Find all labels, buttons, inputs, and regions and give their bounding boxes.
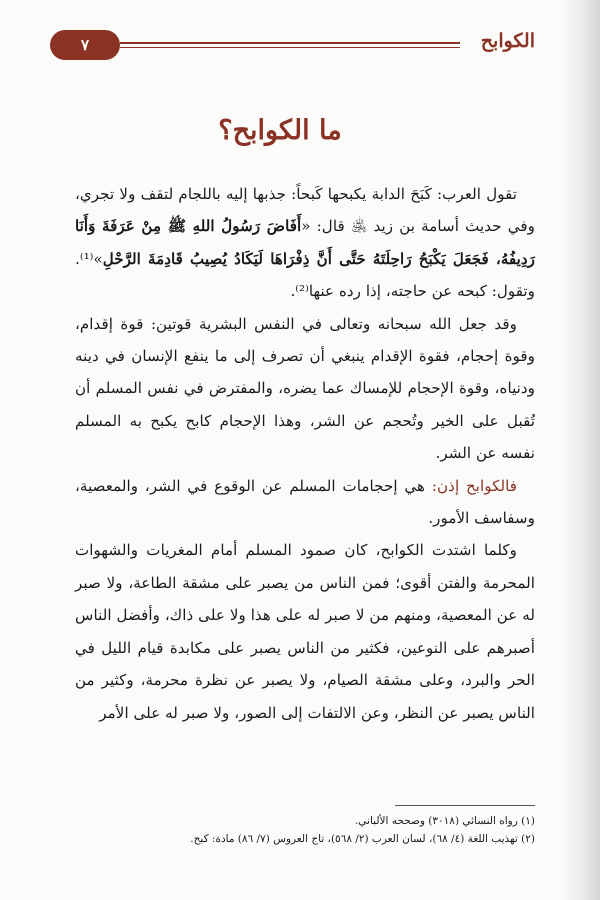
chapter-title: ما الكوابح؟ [218, 115, 342, 146]
page-edge-shadow [560, 0, 600, 900]
paragraph-1 [75, 178, 535, 308]
paragraph-4: وكلما اشتدت الكوابح، كان صمود المسلم أمام المغريات والشهوات المحرمة والفتن أقوى؛ فمن الناس من يصبر على مشقة الطاعة، ولا صبر له عن المعصية، ومنهم من لا صبر له على هذا ولا على ذاك، وأفضل الناس أصبرهم على النوعين، فكثير من الناس يصبر على مكابدة قيام الليل في الحر والبرد، وعلى مشقة الصيام، ولا يصبر عن نظرة محرمة، وكثير من الناس يصبر عن النظر، وعن الالتفات إلى الصور، ولا صبر له على الأمر [75, 541, 535, 722]
footnote-1: (١) رواه النسائي (٣٠١٨) وصححه الألباني. [354, 815, 535, 827]
paragraph-1-outro: »⁽¹⁾. وتقول: كبحه عن حاجته، إذا رده عنها⁽²⁾. [75, 249, 535, 301]
definition-lead: فالكوابح إذن: [431, 476, 517, 495]
page-number-badge: ٧ [50, 30, 120, 60]
header-rule-thin [120, 47, 460, 48]
paragraph-1-intro: تقول العرب: كَبَحَ الدابة يكبحها كَبحاً: جذبها إليه باللجام لتقف ولا تجري، وفي حديث أسامة بن زيد ﵁ قال: « [75, 185, 535, 236]
footnote-rule [395, 805, 535, 806]
footnote-2: (٢) تهذيب اللغة (٤/ ٦٨)، لسان العرب (٢/ ٥٦٨)، تاج العروس (٧/ ٨٦) مادة: كبح. [190, 833, 535, 845]
page-header [50, 28, 535, 64]
footnotes [75, 805, 535, 848]
body-text [75, 178, 535, 729]
definition-text: هي إحجامات المسلم عن الوقوع في الشر، والمعصية، وسفاسف الأمور. [75, 476, 535, 528]
running-title: الكوابح [480, 30, 535, 52]
header-rule [120, 42, 460, 44]
hadith-quote: أَفَاضَ رَسُولُ اللهِ ﷺ مِنْ عَرَفَةَ وَأَنَا رَدِيفُهُ، فَجَعَلَ يَكْبَحُ رَاحِلَتَهُ حَتَّى أَنَّ ذِفْرَاهَا لَيَكَادُ يُصِيبُ قَادِمَةَ الرَّحْلِ [75, 217, 535, 268]
paragraph-3 [75, 470, 535, 535]
paragraph-2: وقد جعل الله سبحانه وتعالى في النفس البشرية قوتين: قوة إقدام، وقوة إحجام، فقوة الإقدام ينبغي أن تصرف إلى ما ينفع الإنسان في دينه ودنياه، وقوة الإحجام للإمساك عما يضره، والمفترض في نفس المسلم أن تُقبل على الخير وتُحجم عن الشر، وهذا الإحجام كابح يكبح به المسلم نفسه عن الشر. [75, 314, 535, 463]
